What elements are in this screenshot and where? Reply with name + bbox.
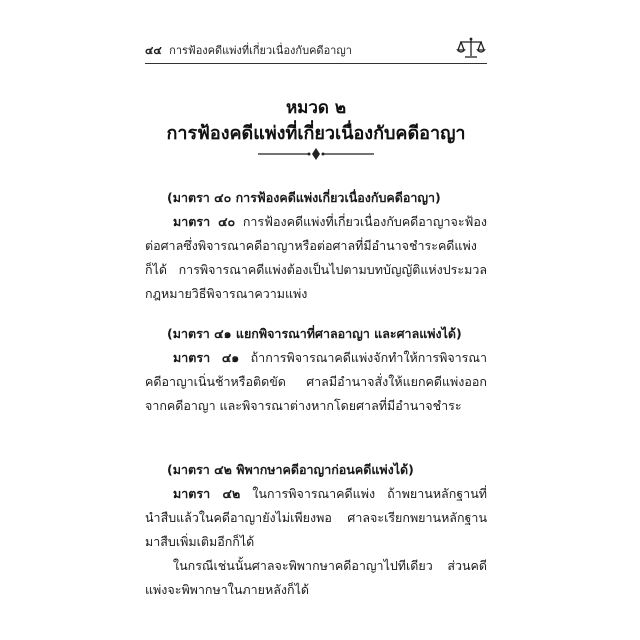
running-header <box>145 40 485 62</box>
section-lead: มาตรา ๔๒ <box>173 486 241 501</box>
paragraph <box>145 554 487 602</box>
paragraph-text: ถ้าการพิจารณาคดีแพ่งจักทำให้การพิจารณาคดีอาญาเนิ่นช้าหรือติดขัด ศาลมีอำนาจสั่งให้แยกคดีแพ่งออกจากคดีอาญา และพิจารณาต่างหากโดยศาลที่มีอำนาจชำระ <box>145 350 487 413</box>
paragraph-text: การฟ้องคดีแพ่งที่เกี่ยวเนื่องกับคดีอาญาจะฟ้องต่อศาลซึ่งพิจารณาคดีอาญาหรือต่อศาลที่มีอำนาจชำระคดีแพ่งก็ได้ การพิจารณาคดีแพ่งต้องเป็นไปตามบทบัญญัติแห่งประมวลกฎหมายวิธีพิจารณาความแพ่ง <box>145 214 487 301</box>
section-41 <box>145 322 487 418</box>
section-title: (มาตรา ๔๑ แยกพิจารณาที่ศาลอาญา และศาลแพ่งได้) <box>167 326 462 341</box>
scales-of-justice-icon <box>456 36 486 60</box>
running-title: การฟ้องคดีแพ่งที่เกี่ยวเนื่องกับคดีอาญา <box>169 44 352 57</box>
ornament-divider <box>258 146 374 162</box>
paragraph <box>145 482 487 554</box>
paragraph <box>145 210 487 306</box>
paragraph-text: ในการพิจารณาคดีแพ่ง ถ้าพยานหลักฐานที่นำสืบแล้วในคดีอาญายังไม่เพียงพอ ศาลจะเรียกพยานหลักฐานมาสืบเพิ่มเติมอีกก็ได้ <box>145 486 487 549</box>
paragraph-text: ในกรณีเช่นนั้นศาลจะพิพากษาคดีอาญาไปทีเดียว ส่วนคดีแพ่งจะพิพากษาในภายหลังก็ได้ <box>145 558 487 597</box>
section-42 <box>145 458 487 602</box>
section-title: (มาตรา ๔๒ พิพากษาคดีอาญาก่อนคดีแพ่งได้) <box>167 462 414 477</box>
section-lead: มาตรา ๔๑ <box>173 350 240 365</box>
section-40 <box>145 186 487 306</box>
paragraph <box>145 346 487 418</box>
chapter-title: การฟ้องคดีแพ่งที่เกี่ยวเนื่องกับคดีอาญา <box>166 123 466 144</box>
chapter-number: หมวด ๒ <box>285 98 347 118</box>
header-divider <box>145 63 487 64</box>
section-lead: มาตรา ๔๐ <box>173 214 236 229</box>
section-title: (มาตรา ๔๐ การฟ้องคดีแพ่งเกี่ยวเนื่องกับคดีอาญา) <box>167 190 441 205</box>
page-number: ๔๔ <box>145 44 162 57</box>
